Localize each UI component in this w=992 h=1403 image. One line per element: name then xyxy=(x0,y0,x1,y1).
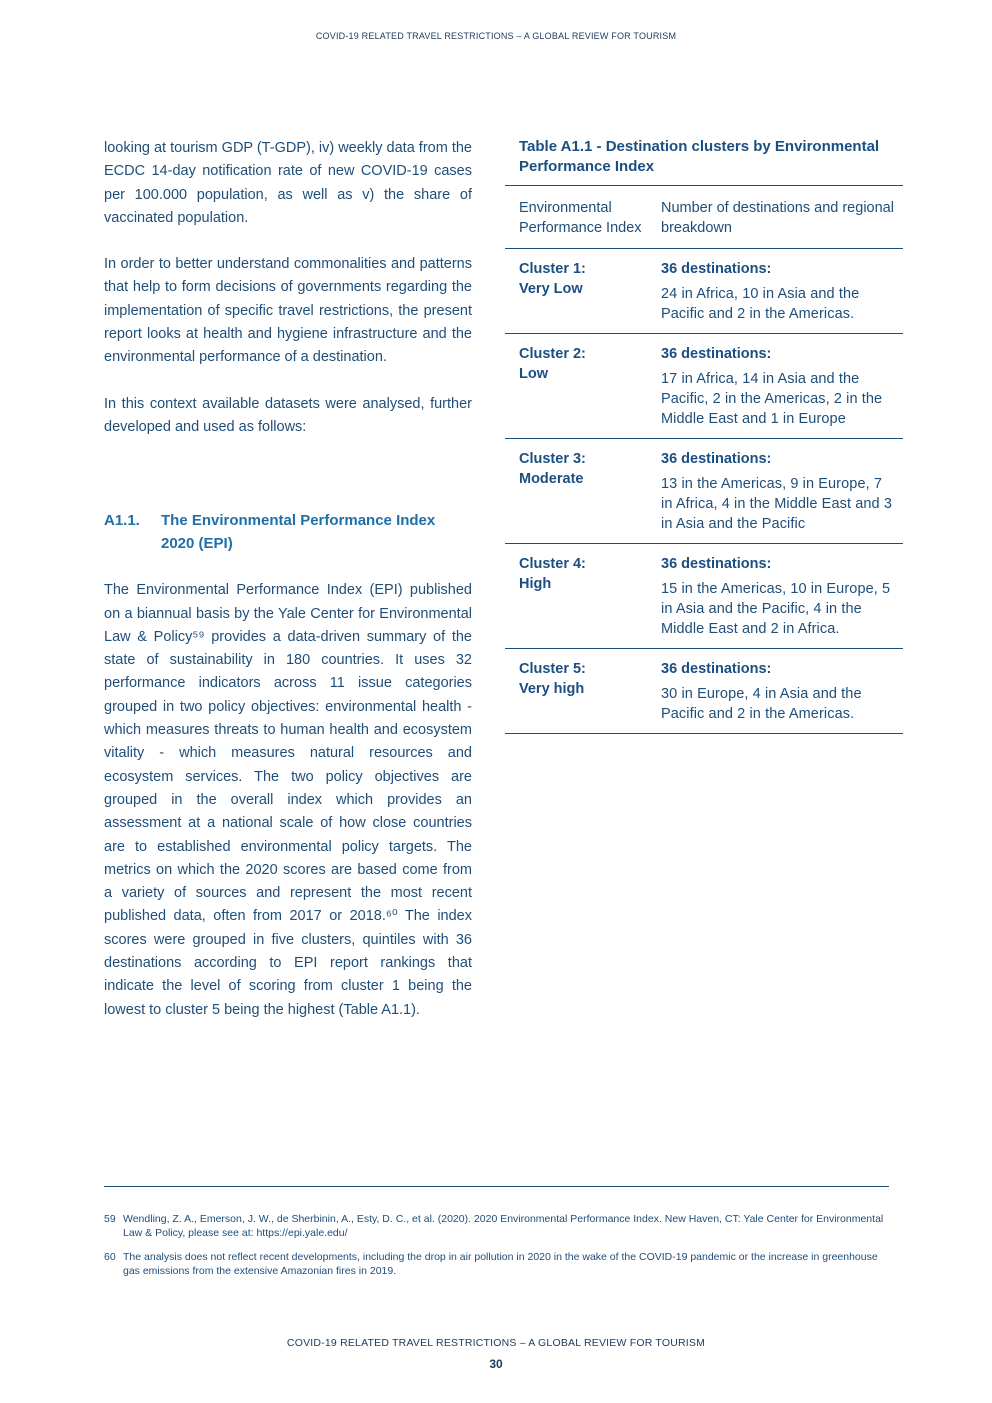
footnote-text: Wendling, Z. A., Emerson, J. W., de Sherbinin, A., Esty, D. C., et al. (2020). 2020 Environmental Performance Index. New Haven, CT: Yale Center for Environmental Law & Policy, please see at: https://epi.yale.edu/ xyxy=(123,1213,884,1239)
table-caption: Table A1.1 - Destination clusters by Environmental Performance Index xyxy=(505,137,903,186)
cluster-label xyxy=(519,259,661,324)
column-header-index: Environmental Performance Index xyxy=(519,200,642,236)
cluster-label xyxy=(519,554,661,639)
destination-count: 36 destinations: xyxy=(661,346,772,362)
cluster-number: Cluster 2: xyxy=(519,346,586,362)
regional-breakdown: 15 in the Americas, 10 in Europe, 5 in Asia and the Pacific, 4 in the Middle East and 2 in Africa. xyxy=(661,581,891,637)
table-header-row xyxy=(505,186,903,249)
section-heading xyxy=(104,509,472,555)
cluster-level: Very Low xyxy=(519,281,583,297)
cluster-number: Cluster 5: xyxy=(519,661,586,677)
cluster-label xyxy=(519,659,661,724)
regional-breakdown: 17 in Africa, 14 in Asia and the Pacific, 2 in the Americas, 2 in the Middle East and 1 in Europe xyxy=(661,371,883,427)
footnote-divider xyxy=(104,1186,889,1187)
body-text-column xyxy=(104,137,472,1022)
footnote-number: 59 xyxy=(104,1213,116,1225)
page-number: 30 xyxy=(489,1357,503,1371)
cluster-breakdown xyxy=(661,659,903,724)
cluster-number: Cluster 4: xyxy=(519,556,586,572)
footnote-60 xyxy=(104,1251,889,1278)
section-title: The Environmental Performance Index 2020 (EPI) xyxy=(161,512,436,553)
footnote-59 xyxy=(104,1213,889,1240)
cluster-breakdown xyxy=(661,554,903,639)
destination-count: 36 destinations: xyxy=(661,661,772,677)
table-row xyxy=(505,249,903,334)
running-footer: COVID-19 RELATED TRAVEL RESTRICTIONS – A GLOBAL REVIEW FOR TOURISM xyxy=(286,1337,706,1349)
section-number: A1.1. xyxy=(104,512,140,530)
destination-count: 36 destinations: xyxy=(661,556,772,572)
cluster-label xyxy=(519,344,661,429)
paragraph: In this context available datasets were analysed, further developed and used as follows: xyxy=(104,395,472,435)
cluster-breakdown xyxy=(661,449,903,534)
footnotes xyxy=(104,1213,889,1289)
footnote-number: 60 xyxy=(104,1251,116,1263)
paragraph: looking at tourism GDP (T-GDP), iv) weekly data from the ECDC 14-day notification rate of new COVID-19 cases per 100.000 population, as well as v) the share of vaccinated population. xyxy=(104,140,472,226)
footnote-text: The analysis does not reflect recent developments, including the drop in air pollution in 2020 in the wake of the COVID-19 pandemic or the increase in greenhouse gas emissions from the extensive Amazonian fires in 2019. xyxy=(123,1251,878,1277)
cluster-level: Low xyxy=(519,366,548,382)
table-a1-1 xyxy=(505,137,903,734)
cluster-breakdown xyxy=(661,344,903,429)
paragraph: The Environmental Performance Index (EPI) published on a biannual basis by the Yale Center for Environmental Law & Policy⁵⁹ provides a data-driven summary of the state of sustainability in 180 countries. It uses 32 performance indicators across 11 issue categories grouped in two policy objectives: environmental health - which measures threats to human health and ecosystem vitality - which measures natural resources and ecosystem services. The two policy objectives are grouped in the overall index which provides an assessment at a national scale of how close countries are to established environmental policy targets. The metrics on which the 2020 scores are based come from a variety of sources and represent the most recent published data, often from 2017 or 2018.⁶⁰ The index scores were grouped in five clusters, quintiles with 36 destinations according to EPI report rankings that indicate the level of scoring from cluster 1 being the lowest to cluster 5 being the highest (Table A1.1). xyxy=(104,582,472,1018)
cluster-label xyxy=(519,449,661,534)
cluster-level: Moderate xyxy=(519,471,584,487)
destination-count: 36 destinations: xyxy=(661,261,772,277)
cluster-number: Cluster 1: xyxy=(519,261,586,277)
column-header-breakdown: Number of destinations and regional breakdown xyxy=(661,200,894,236)
table-row xyxy=(505,544,903,649)
cluster-number: Cluster 3: xyxy=(519,451,586,467)
regional-breakdown: 30 in Europe, 4 in Asia and the Pacific and 2 in the Americas. xyxy=(661,686,862,722)
cluster-level: Very high xyxy=(519,681,585,697)
regional-breakdown: 24 in Africa, 10 in Asia and the Pacific and 2 in the Americas. xyxy=(661,286,860,322)
regional-breakdown: 13 in the Americas, 9 in Europe, 7 in Africa, 4 in the Middle East and 3 in Asia and the Pacific xyxy=(661,476,892,532)
paragraph: In order to better understand commonalities and patterns that help to form decisions of governments regarding the implementation of specific travel restrictions, the present report looks at health and hygiene infrastructure and the environmental performance of a destination. xyxy=(104,256,472,366)
table-row xyxy=(505,334,903,439)
running-header: COVID-19 RELATED TRAVEL RESTRICTIONS – A GLOBAL REVIEW FOR TOURISM xyxy=(315,31,677,41)
cluster-breakdown xyxy=(661,259,903,324)
cluster-level: High xyxy=(519,576,552,592)
destination-count: 36 destinations: xyxy=(661,451,772,467)
table-row xyxy=(505,649,903,734)
table-row xyxy=(505,439,903,544)
